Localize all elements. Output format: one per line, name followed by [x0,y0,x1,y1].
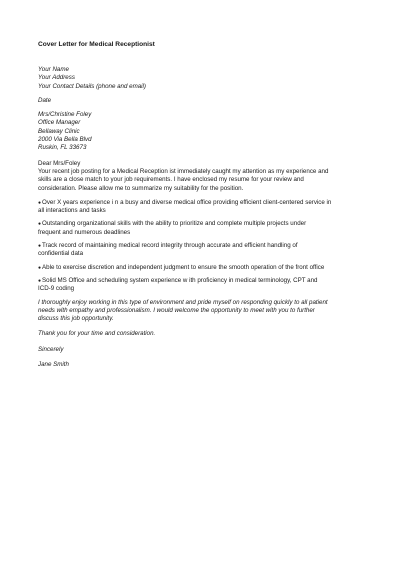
intro-line: Your recent job posting for a Medical Reception ist immediately caught my attention as my experience and [38,167,329,175]
bullet-text: all interactions and tasks [38,207,106,215]
thanks-text: Thank you for your time and consideration. [38,330,156,338]
signoff [38,346,358,354]
bullet-icon: ● [38,243,42,250]
bullet-text: Outstanding organizational skills with the ability to prioritize and complete multiple projects under [42,220,307,228]
list-item [38,242,358,259]
recipient-organization: Bellaway Clinic [38,127,80,135]
list-item [38,220,358,237]
sender-name: Your Name [38,66,69,73]
intro-line: skills are a close match to your job requirements. I have enclosed my resume for your review and [38,176,304,184]
date-text: Date [38,96,52,104]
bullet-text: Over X years experience i n a busy and diverse medical office providing efficient client-centered service in [42,198,332,206]
list-item [38,277,358,294]
letter-date [38,97,358,105]
closing-line: needs with empathy and professionalism. I would welcome the opportunity to meet with you to further [38,306,315,314]
qualifications-list [38,199,358,294]
bullet-icon: ● [38,221,42,228]
bullet-text: confidential data [38,250,84,258]
signoff-text: Sincerely [38,345,64,353]
signature-name: Jane Smith [38,361,69,369]
sender-address: Your Address [38,74,75,82]
list-item [38,199,358,216]
bullet-text: Able to exercise discretion and independent judgment to ensure the smooth operation of the front office [42,263,325,271]
recipient-name: Mrs/Christine Foley [38,111,92,119]
bullet-icon: ● [38,199,42,206]
bullet-icon: ● [38,277,42,284]
recipient-block [38,111,358,152]
salutation [38,160,358,168]
recipient-title: Office Manager [38,119,81,127]
recipient-city: Ruskin, FL 33673 [38,144,87,152]
thanks [38,330,358,338]
closing-paragraph [38,299,358,324]
bullet-icon: ● [38,264,42,271]
bullet-text: frequent and numerous deadlines [38,228,131,236]
recipient-street: 2000 Via Bella Blvd [38,136,92,144]
closing-line: I thoroughly enjoy working in this type of environment and pride myself on responding quickly to all patient [38,298,328,306]
signature [38,361,358,369]
bullet-text: Track record of maintaining medical record integrity through accurate and efficient handling of [42,242,298,250]
letter-title: Cover Letter for Medical Receptionist [38,41,155,48]
sender-contact: Your Contact Details (phone and email) [38,82,146,90]
letter-page [38,40,358,369]
closing-line: discuss this job opportunity. [38,315,114,323]
intro-paragraph [38,168,358,193]
bullet-text: ICD-9 coding [38,285,75,293]
sender-block [38,66,358,91]
bullet-text: Solid MS Office and scheduling system experience w ith proficiency in medical terminology, CPT and [42,276,318,284]
list-item [38,264,358,272]
intro-line: consideration. Please allow me to summarize my suitability for the position. [38,184,244,192]
salutation-text: Dear Mrs/Foley [38,159,81,167]
